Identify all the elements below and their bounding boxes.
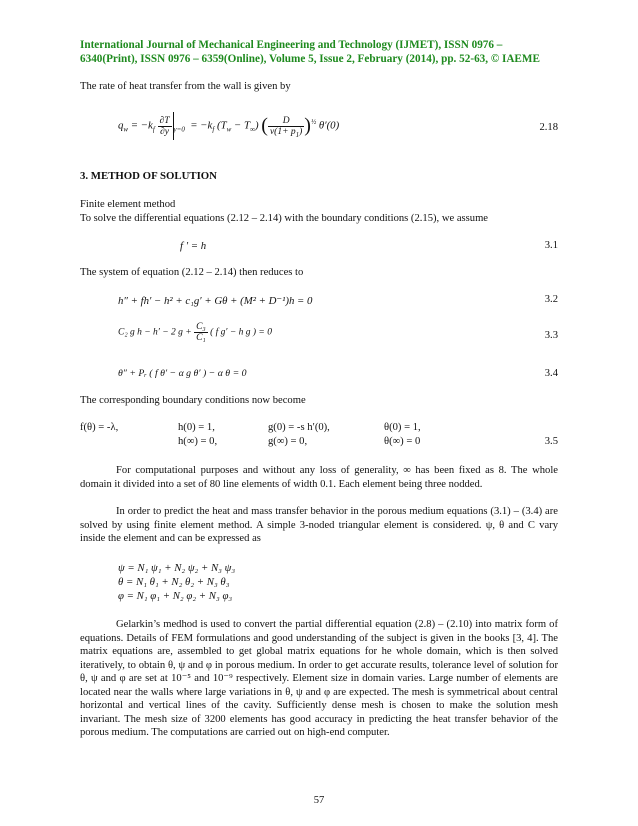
shape-function-theta: θ = N₁ θ₁ + N₂ θ₂ + N₃ θ₃ xyxy=(118,576,230,588)
equation-number-3-1: 3.1 xyxy=(544,240,558,251)
right-paren: ) xyxy=(304,114,311,137)
paragraph-fem: In order to predict the heat and mass transfer behavior in the porous medium equations (3.1) – (3.4) are solved by using finite element method. A simple 3-noded triangular element is considered. ψ, θ and C vary inside the element and can be expressed as xyxy=(80,506,558,544)
equation-3-4: θ″ + Pᵣ ( f θ′ − α g θ′ ) − α θ = 0 xyxy=(118,368,247,379)
page-number: 57 xyxy=(313,795,325,806)
paper-page: International Journal of Mechanical Engineering and Technology (IJMET), ISSN 0976 – 6340(Print), ISSN 0976 – 6359(Online), Volume 5, Issue 2, February (2014), pp. 52-63, © IAEME The rate of heat transfer from the wall is given by $q_w = -k_f$ $\frac{\partial T}{\partial y}$ $_{y=0} = -k_f$ $(T_w - T_\infty)$ ( $\frac{D}{v(1+ p_1)}$ )$^{\frac{1}{2}}$ θ′(0) 2.18 3. METHOD OF SOLUTION Finite element method To solve the differential equations (2.12 – 2.14) with the boundary conditions (2.15), we assume f ′ = h 3.1 The system of equation (2.12 – 2.14) then reduces to h″ + fh′ − h² + c₁g′ + Gθ + (M² + D⁻¹)h = 0 3.2 C₂ g h − h′ − 2 g + $\frac{\text{C₃}}{\text{C₁}}$ ( f g′ − h g ) = 0 3.3 θ″ + Pᵣ ( f θ′ − α g θ′ ) − α θ = 0 3.4 The corresponding boundary conditions now become f(θ) = -λ, h(0) = 1, g(0) = -s h′(0), θ(0) = 1, h(∞) = 0, g(∞) = 0, θ(∞) = 0 3.5 For computational purposes and without any loss of generality, ∞ has been fixed as 8. The whole domain it divided into a set of 80 line elements of width 0.1. Each element being three nodded. In order to predict the heat and mass transfer behavior in the porous medium equations (3.1) – (3.4) are solved by using finite element method. A simple 3-noded triangular element is considered. ψ, θ and C vary inside the element and can be expressed as ψ = N₁ ψ₁ + N₂ ψ₂ + N₃ ψ₃ θ = N₁ θ₁ + N₂ θ₂ + N₃ θ₃ φ = N₁ φ₁ + N₂ φ₂ + N₃ φ₃ Gelarkin’s medhod is used to convert the partial differential equation (2.8) – (2.10) into matrix form of equations. Details of FEM formulations and good understanding of the subject is given in the books [3, 4]. The matrix equations are, assembled to get global matrix equations for he whole domain, which is then solved iteratively, to obtain θ, ψ and φ in porous medium. In order to get accurate results, tolerance level of solution for θ, ψ and φ are set at 10⁻⁵ and 10⁻⁹ respectively. Element size in domain varies. Large number of elements are located near the walls where large variations in θ, ψ and φ are expected. The mesh is symmetrical about central horizontal and vertical lines of the cavity. Sufficiently dense mesh is chosen to make the solution mesh invariant. The mesh size of 3200 elements has good accuracy in predicting the heat transfer behavior of the porous medium. The computations are carried out on high-end computer. 57 xyxy=(0,0,638,826)
equation-number-2-18: 2.18 xyxy=(539,122,558,133)
shape-function-psi: ψ = N₁ ψ₁ + N₂ ψ₂ + N₃ ψ₃ xyxy=(118,562,236,574)
reduces-text: The system of equation (2.12 – 2.14) then reduces to xyxy=(80,267,304,278)
equation-3-2: h″ + fh′ − h² + c₁g′ + Gθ + (M² + D⁻¹)h = 0 xyxy=(118,295,313,307)
equation-number-3-3: 3.3 xyxy=(544,330,558,341)
equation-3-3: C₂ g h − h′ − 2 g + $\frac{\text{C₃}}{\text{C₁}}$ ( f g′ − h g ) = 0 xyxy=(118,322,272,343)
partial-fraction: $\frac{\partial T}{\partial y}$ xyxy=(159,115,170,137)
shape-function-phi: φ = N₁ φ₁ + N₂ φ₂ + N₃ φ₃ xyxy=(118,590,233,602)
equation-2-18: $q_w = -k_f$ $\frac{\partial T}{\partial y}$ $_{y=0} = -k_f$ $(T_w - T_\infty)$ ( $\frac{D}{v(1+ p_1)}$ )$^{\frac{1}{2}}$ θ′(0) xyxy=(118,112,339,140)
paragraph-galerkin: Gelarkin’s medhod is used to convert the partial differential equation (2.8) – (2.10) into matrix form of equations. Details of FEM formulations and good understanding of the subject is given in the books [3, 4]. The matrix equations are, assembled to get global matrix equations for he whole domain, which is then solved iteratively, to obtain θ, ψ and φ in porous medium. In order to get accurate results, tolerance level of solution for θ, ψ and φ are set at 10⁻⁵ and 10⁻⁹ respectively. Element size in domain varies. Large number of elements are located near the walls where large variations in θ, ψ and φ are expected. The mesh is symmetrical about central horizontal and vertical lines of the cavity. Sufficiently dense mesh is chosen to make the solution mesh invariant. The mesh size of 3200 elements has good accuracy in predicting the heat transfer behavior of the porous medium. The computations are carried out on high-end computer. xyxy=(80,619,558,738)
left-paren: ( xyxy=(261,114,268,137)
d-fraction: $\frac{D}{v(1+ p_1)}$ xyxy=(269,115,303,139)
paragraph-computational: For computational purposes and without any loss of generality, ∞ has been fixed as 8. The whole domain it divided into a set of 80 line elements of width 0.1. Each element being three nodded. xyxy=(80,465,558,490)
journal-header-line-2: 6340(Print), ISSN 0976 – 6359(Online), Volume 5, Issue 2, February (2014), pp. 52-63, © IAEME xyxy=(80,53,540,65)
bc-intro: The corresponding boundary conditions now become xyxy=(80,395,306,406)
c-fraction: $\frac{\text{C₃}}{\text{C₁}}$ xyxy=(196,322,206,343)
section-heading: 3. METHOD OF SOLUTION xyxy=(80,170,217,182)
equation-number-3-4: 3.4 xyxy=(544,368,558,379)
journal-header-line-1: International Journal of Mechanical Engineering and Technology (IJMET), ISSN 0976 – xyxy=(80,39,503,51)
equation-3-1: f ′ = h xyxy=(180,240,207,252)
equation-number-3-2: 3.2 xyxy=(544,294,558,305)
intro-text: The rate of heat transfer from the wall is given by xyxy=(80,81,291,92)
journal-header xyxy=(80,38,558,66)
fem-text: To solve the differential equations (2.12 – 2.14) with the boundary conditions (2.15), we assume xyxy=(80,213,489,224)
equation-number-3-5: 3.5 xyxy=(544,436,558,447)
fem-title: Finite element method xyxy=(80,199,176,210)
